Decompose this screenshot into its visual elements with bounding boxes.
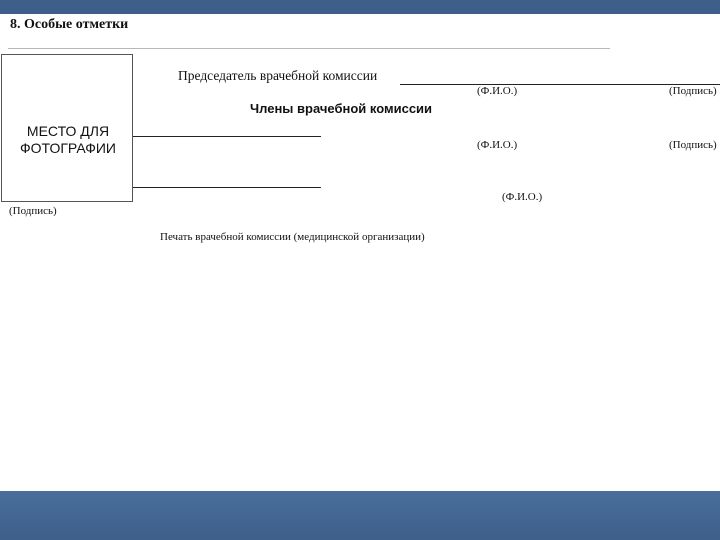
top-decorative-bar	[0, 0, 720, 14]
member-line-2	[133, 187, 321, 188]
section-title: 8. Особые отметки	[10, 17, 129, 32]
member-fio-caption-1: (Ф.И.О.)	[477, 139, 518, 151]
chairman-fio-caption: (Ф.И.О.)	[477, 85, 518, 97]
document-page	[0, 14, 720, 491]
member-line-1	[133, 136, 321, 137]
photo-placeholder-box	[1, 54, 133, 202]
stamp-caption: Печать врачебной комиссии (медицинской организации)	[160, 231, 425, 243]
member-signature-caption-1: (Подпись)	[669, 139, 717, 151]
bottom-decorative-bar	[0, 491, 720, 540]
chairman-signature-caption: (Подпись)	[669, 85, 717, 97]
chairman-label: Председатель врачебной комиссии	[178, 68, 378, 83]
member-fio-caption-2: (Ф.И.О.)	[502, 191, 543, 203]
members-label: Члены врачебной комиссии	[250, 101, 433, 116]
section-divider	[8, 48, 610, 49]
photo-placeholder-label: МЕСТО ДЛЯ ФОТОГРАФИИ	[20, 123, 116, 156]
photo-signature-caption: (Подпись)	[9, 205, 57, 217]
